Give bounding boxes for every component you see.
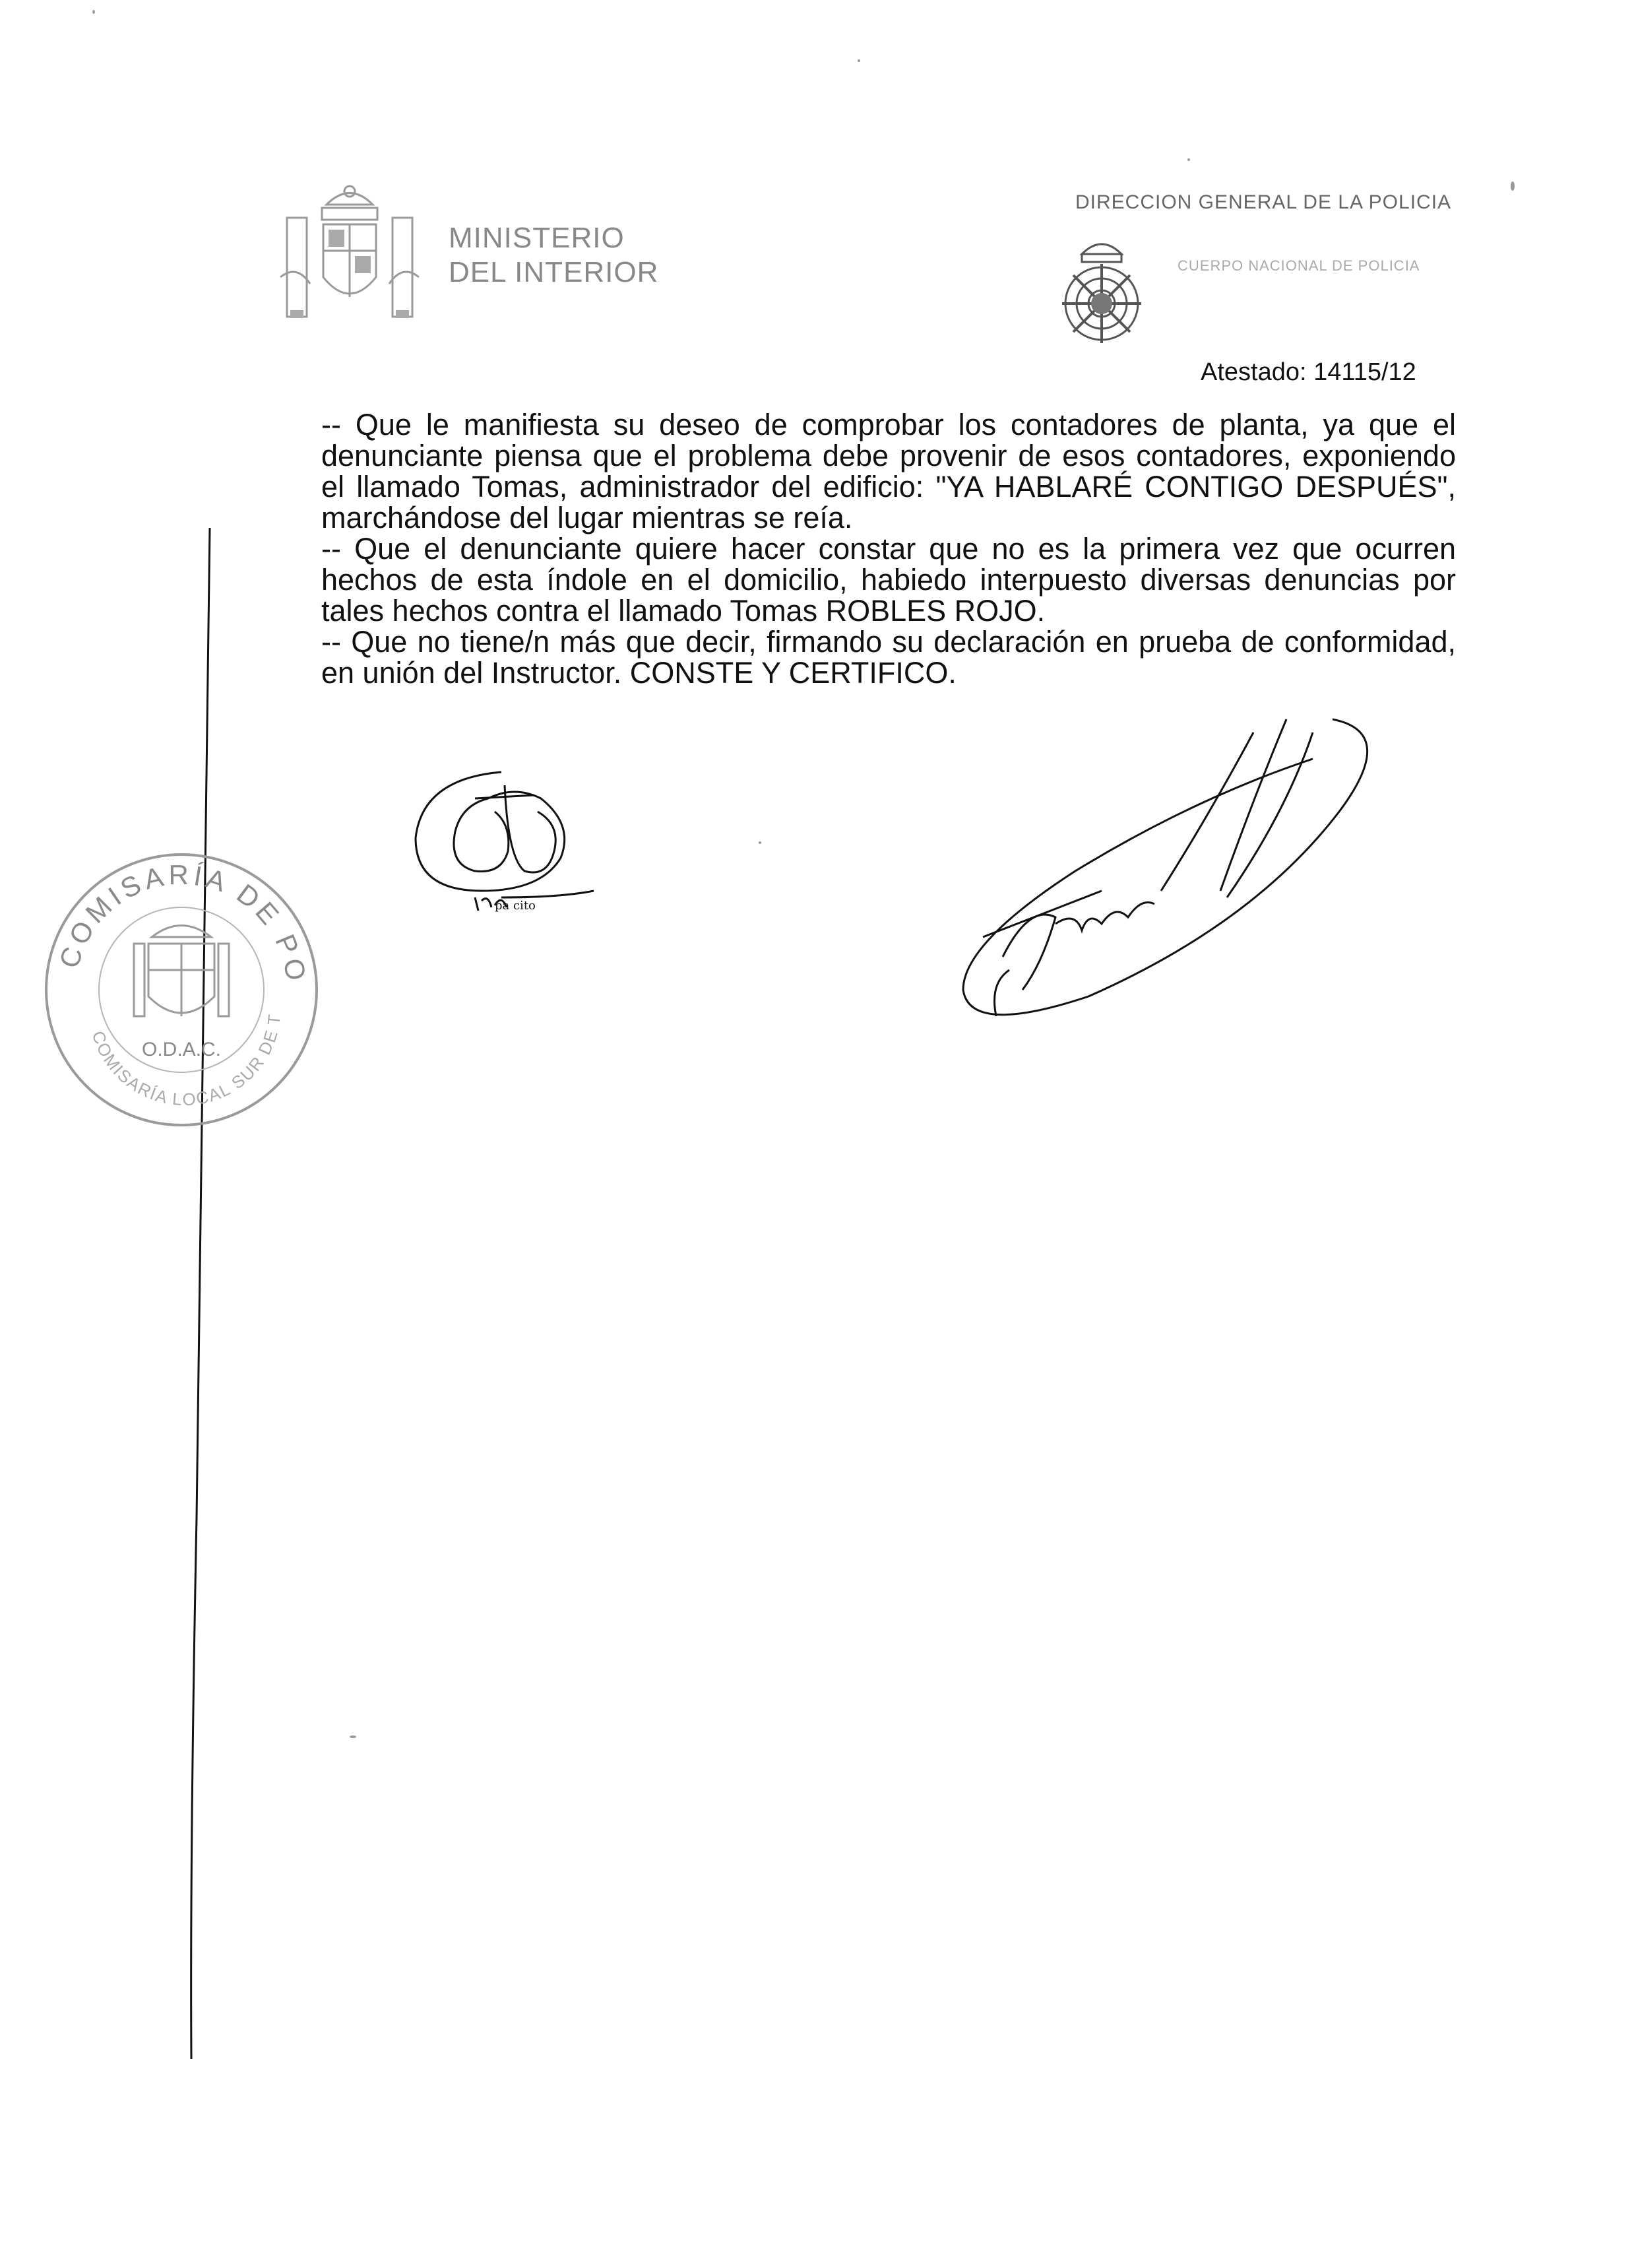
stamp-top-text: COMISARÍA DE PO bbox=[53, 859, 313, 987]
paragraph-3: -- Que no tiene/n más que decir, firmando su declaración en prueba de conformidad, en unión del Instructor. CONSTE Y CERTIFICO. bbox=[321, 625, 1456, 690]
stamp-center-text: O.D.A.C. bbox=[141, 1039, 222, 1060]
police-stamp bbox=[36, 845, 327, 1135]
dgp-heading: DIRECCION GENERAL DE LA POLICIA bbox=[1075, 191, 1452, 213]
paragraph-2: -- Que el denunciante quiere hacer constar que no es la primera vez que ocurren hechos de esta índole en el domicilio, habiedo interpuesto diversas denuncias por tales hechos contra el llamado Tomas ROBLES ROJO. bbox=[321, 532, 1456, 628]
scan-speck bbox=[1187, 158, 1190, 161]
signature-left bbox=[396, 759, 620, 957]
scan-speck bbox=[858, 59, 860, 62]
paragraph-1: -- Que le manifiesta su deseo de comprobar los contadores de planta, ya que el denunciante piensa que el problema debe provenir de esos contadores, exponiendo el llamado Tomas, administrador del edificio: "YA HABLARÉ CONTIGO DESPUÉS", marchándose del lugar mientras se reía. bbox=[321, 408, 1456, 535]
margin-line bbox=[185, 528, 211, 2059]
scan-speck bbox=[92, 10, 95, 14]
ministry-line-2: DEL INTERIOR bbox=[449, 256, 659, 288]
ministry-name bbox=[449, 221, 658, 290]
stamp-bottom-text: COMISARÍA LOCAL SUR DE T bbox=[88, 1012, 285, 1110]
stamp-ring-icon bbox=[36, 845, 327, 1135]
signature-right bbox=[943, 706, 1405, 1049]
police-badge-icon bbox=[1059, 234, 1145, 346]
signature-left-note: pa cito bbox=[495, 899, 536, 913]
spain-coat-of-arms-icon bbox=[270, 178, 429, 337]
svg-text:COMISARÍA DE POLICÍA bbox=[36, 845, 313, 987]
atestado-number: Atestado: 14115/12 bbox=[1201, 358, 1416, 386]
scan-speck bbox=[1511, 181, 1515, 191]
declaration-body bbox=[321, 409, 1456, 688]
scan-speck bbox=[759, 841, 761, 844]
ministry-line-1: MINISTERIO bbox=[449, 222, 625, 254]
cnp-heading: CUERPO NACIONAL DE POLICIA bbox=[1178, 257, 1420, 274]
scan-speck bbox=[350, 1735, 356, 1738]
